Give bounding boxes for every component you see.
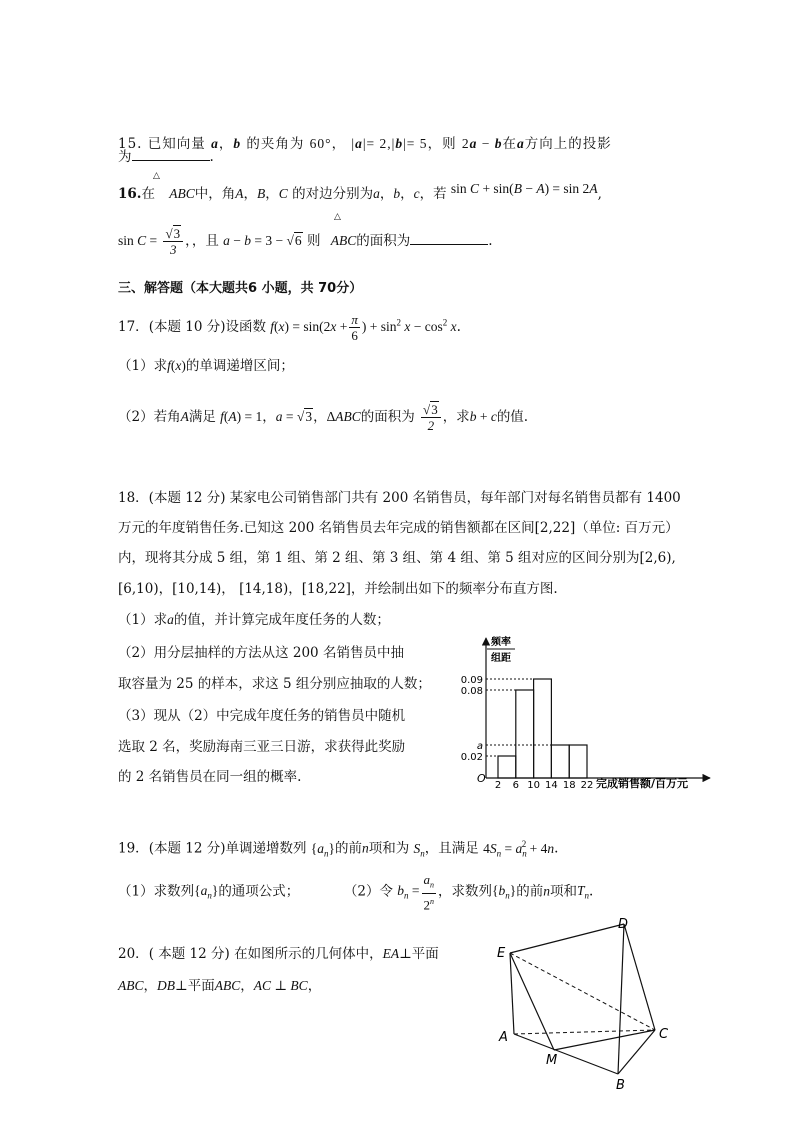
q16-triangle-mark-2: △ bbox=[334, 212, 341, 222]
histogram-y-tick: 0.08 bbox=[460, 686, 483, 697]
histogram-ylabel-bottom: 组距 bbox=[491, 653, 511, 664]
label-C: C bbox=[659, 1027, 669, 1042]
geometry-figure bbox=[494, 912, 694, 1092]
q18-line1: 18．(本题 12 分) 某家电公司销售部门共有 200 名销售员，每年部门对每名销售员都有 1400 bbox=[118, 490, 681, 506]
histogram-y-tick: 0.09 bbox=[460, 675, 483, 686]
histogram-y-tick: 0.02 bbox=[460, 752, 483, 763]
histogram-ylabel-top: 频率 bbox=[491, 637, 511, 648]
histogram-xlabel: 完成销售额/百万元 bbox=[596, 777, 689, 790]
q15-line-two: 为 . bbox=[118, 146, 214, 167]
q18-line4: [6,10)，[10,14)， [14,18)，[18,22]，并绘制出如下的频率分布直方图. bbox=[118, 581, 558, 597]
q17-part1: （1）求f(x)的单调递增区间； bbox=[118, 358, 294, 374]
histogram-x-tick: 10 bbox=[527, 780, 540, 791]
q17-number: 17． bbox=[118, 319, 149, 335]
histogram-x-tick: 6 bbox=[512, 780, 519, 791]
histogram-x-tick: 22 bbox=[580, 780, 594, 791]
histogram-bar bbox=[516, 690, 534, 778]
q20-line1: 20．( 本题 12 分) 在如图所示的几何体中，EA⊥平面 bbox=[118, 946, 439, 962]
q19-number: 19． bbox=[118, 840, 149, 857]
histogram-x-tick: 14 bbox=[545, 780, 558, 791]
q16-number: 16. bbox=[118, 186, 142, 202]
q18-part3-line1: （3）现从（2）中完成年度任务的销售员中随机 bbox=[118, 708, 406, 724]
section-title: 三、解答题（本大题共6 小题，共 70分） bbox=[118, 281, 363, 296]
q18-part3-line2: 选取 2 名，奖励海南三亚三日游，求获得此奖励 bbox=[118, 739, 406, 755]
q15-number: 15. bbox=[118, 136, 143, 152]
q18-part2-line2: 取容量为 25 的样本，求这 5 组分别应抽取的人数； bbox=[118, 676, 431, 692]
q20-line2: ABC，DB⊥平面ABC，AC ⊥ BC， bbox=[118, 978, 322, 994]
q17-area-fraction: $\frac{√3}{2}$ bbox=[421, 402, 441, 433]
q17-line1: 17．(本题 10 分)设函数 f(x) = sin(2x + $\frac{\pi}{6}$ ) + $\sin^2 x - \cos^2 x$. bbox=[118, 312, 461, 343]
label-A: A bbox=[499, 1030, 508, 1045]
histogram-bar bbox=[498, 756, 516, 778]
histogram-y-tick: a bbox=[476, 741, 483, 752]
histogram-bar bbox=[551, 745, 569, 778]
q20-number: 20． bbox=[118, 946, 149, 962]
q16-sin-fraction: $\frac{√3}{3}$ bbox=[163, 226, 183, 257]
frequency-histogram bbox=[448, 628, 718, 798]
label-M: M bbox=[546, 1053, 558, 1068]
histogram-bar bbox=[569, 745, 587, 778]
q16-triangle-mark: △ bbox=[153, 171, 160, 181]
histogram-x-tick: 2 bbox=[494, 780, 502, 791]
q15-blank bbox=[132, 146, 210, 161]
q18-part2-line1: （2）用分层抽样的方法从这 200 名销售员中抽 bbox=[118, 645, 404, 661]
q15-line1: 15. 已知向量 a，b 的夹角为 60°， |a|= 2,|b|= 5，则 2a − b在a方向上的投影 bbox=[118, 136, 612, 152]
q18-part1: （1）求a的值，并计算完成年度任务的人数； bbox=[118, 612, 390, 628]
q18-part3-line3: 的 2 名销售员在同一组的概率. bbox=[118, 769, 302, 785]
q18-line2: 万元的年度销售任务.已知这 200 名销售员去年完成的销售额都在区间[2,22]（单位: 百万元） bbox=[118, 520, 679, 536]
histogram-origin: O bbox=[477, 772, 486, 785]
histogram-bar bbox=[534, 679, 552, 778]
q19-parts: （1）求数列$\{a_n\}$的通项公式； （2）令 $b_n$ = $\frac{a_n}{2^n}$ ，求数列$\{b_n\}$的前n项和$T_n$. bbox=[118, 872, 594, 912]
q17-part2: （2）若角A满足 f(A) = 1，a = √3，ΔABC的面积为 $\frac{√3}{2}$ ，求b + c的值. bbox=[118, 402, 529, 433]
q19-line1: 19．(本题 12 分)单调递增数列 $\{a_n\}$的前n项和为 $S_n$，且满足 $4S_n = a_n^2 + 4n$. bbox=[118, 839, 559, 859]
q16-blank bbox=[410, 230, 488, 245]
q16-line1: 16.在 ABC中，角A，B，C 的对边分别为a，b，c，若 sin C + sin(B − A) = sin 2A, bbox=[118, 181, 602, 202]
q16-line2: sin C = $\frac{√3}{3}$ ，，且 a − b = 3 − √6 则 ABC的面积为 . bbox=[118, 226, 493, 257]
label-B: B bbox=[616, 1078, 625, 1092]
histogram-x-tick: 18 bbox=[562, 780, 576, 791]
label-E: E bbox=[497, 946, 506, 961]
q18-line3: 内，现将其分成 5 组，第 1 组、第 2 组、第 3 组、第 4 组、第 5 组对应的区间分别为[2,6), bbox=[118, 550, 676, 566]
label-D: D bbox=[618, 917, 629, 932]
